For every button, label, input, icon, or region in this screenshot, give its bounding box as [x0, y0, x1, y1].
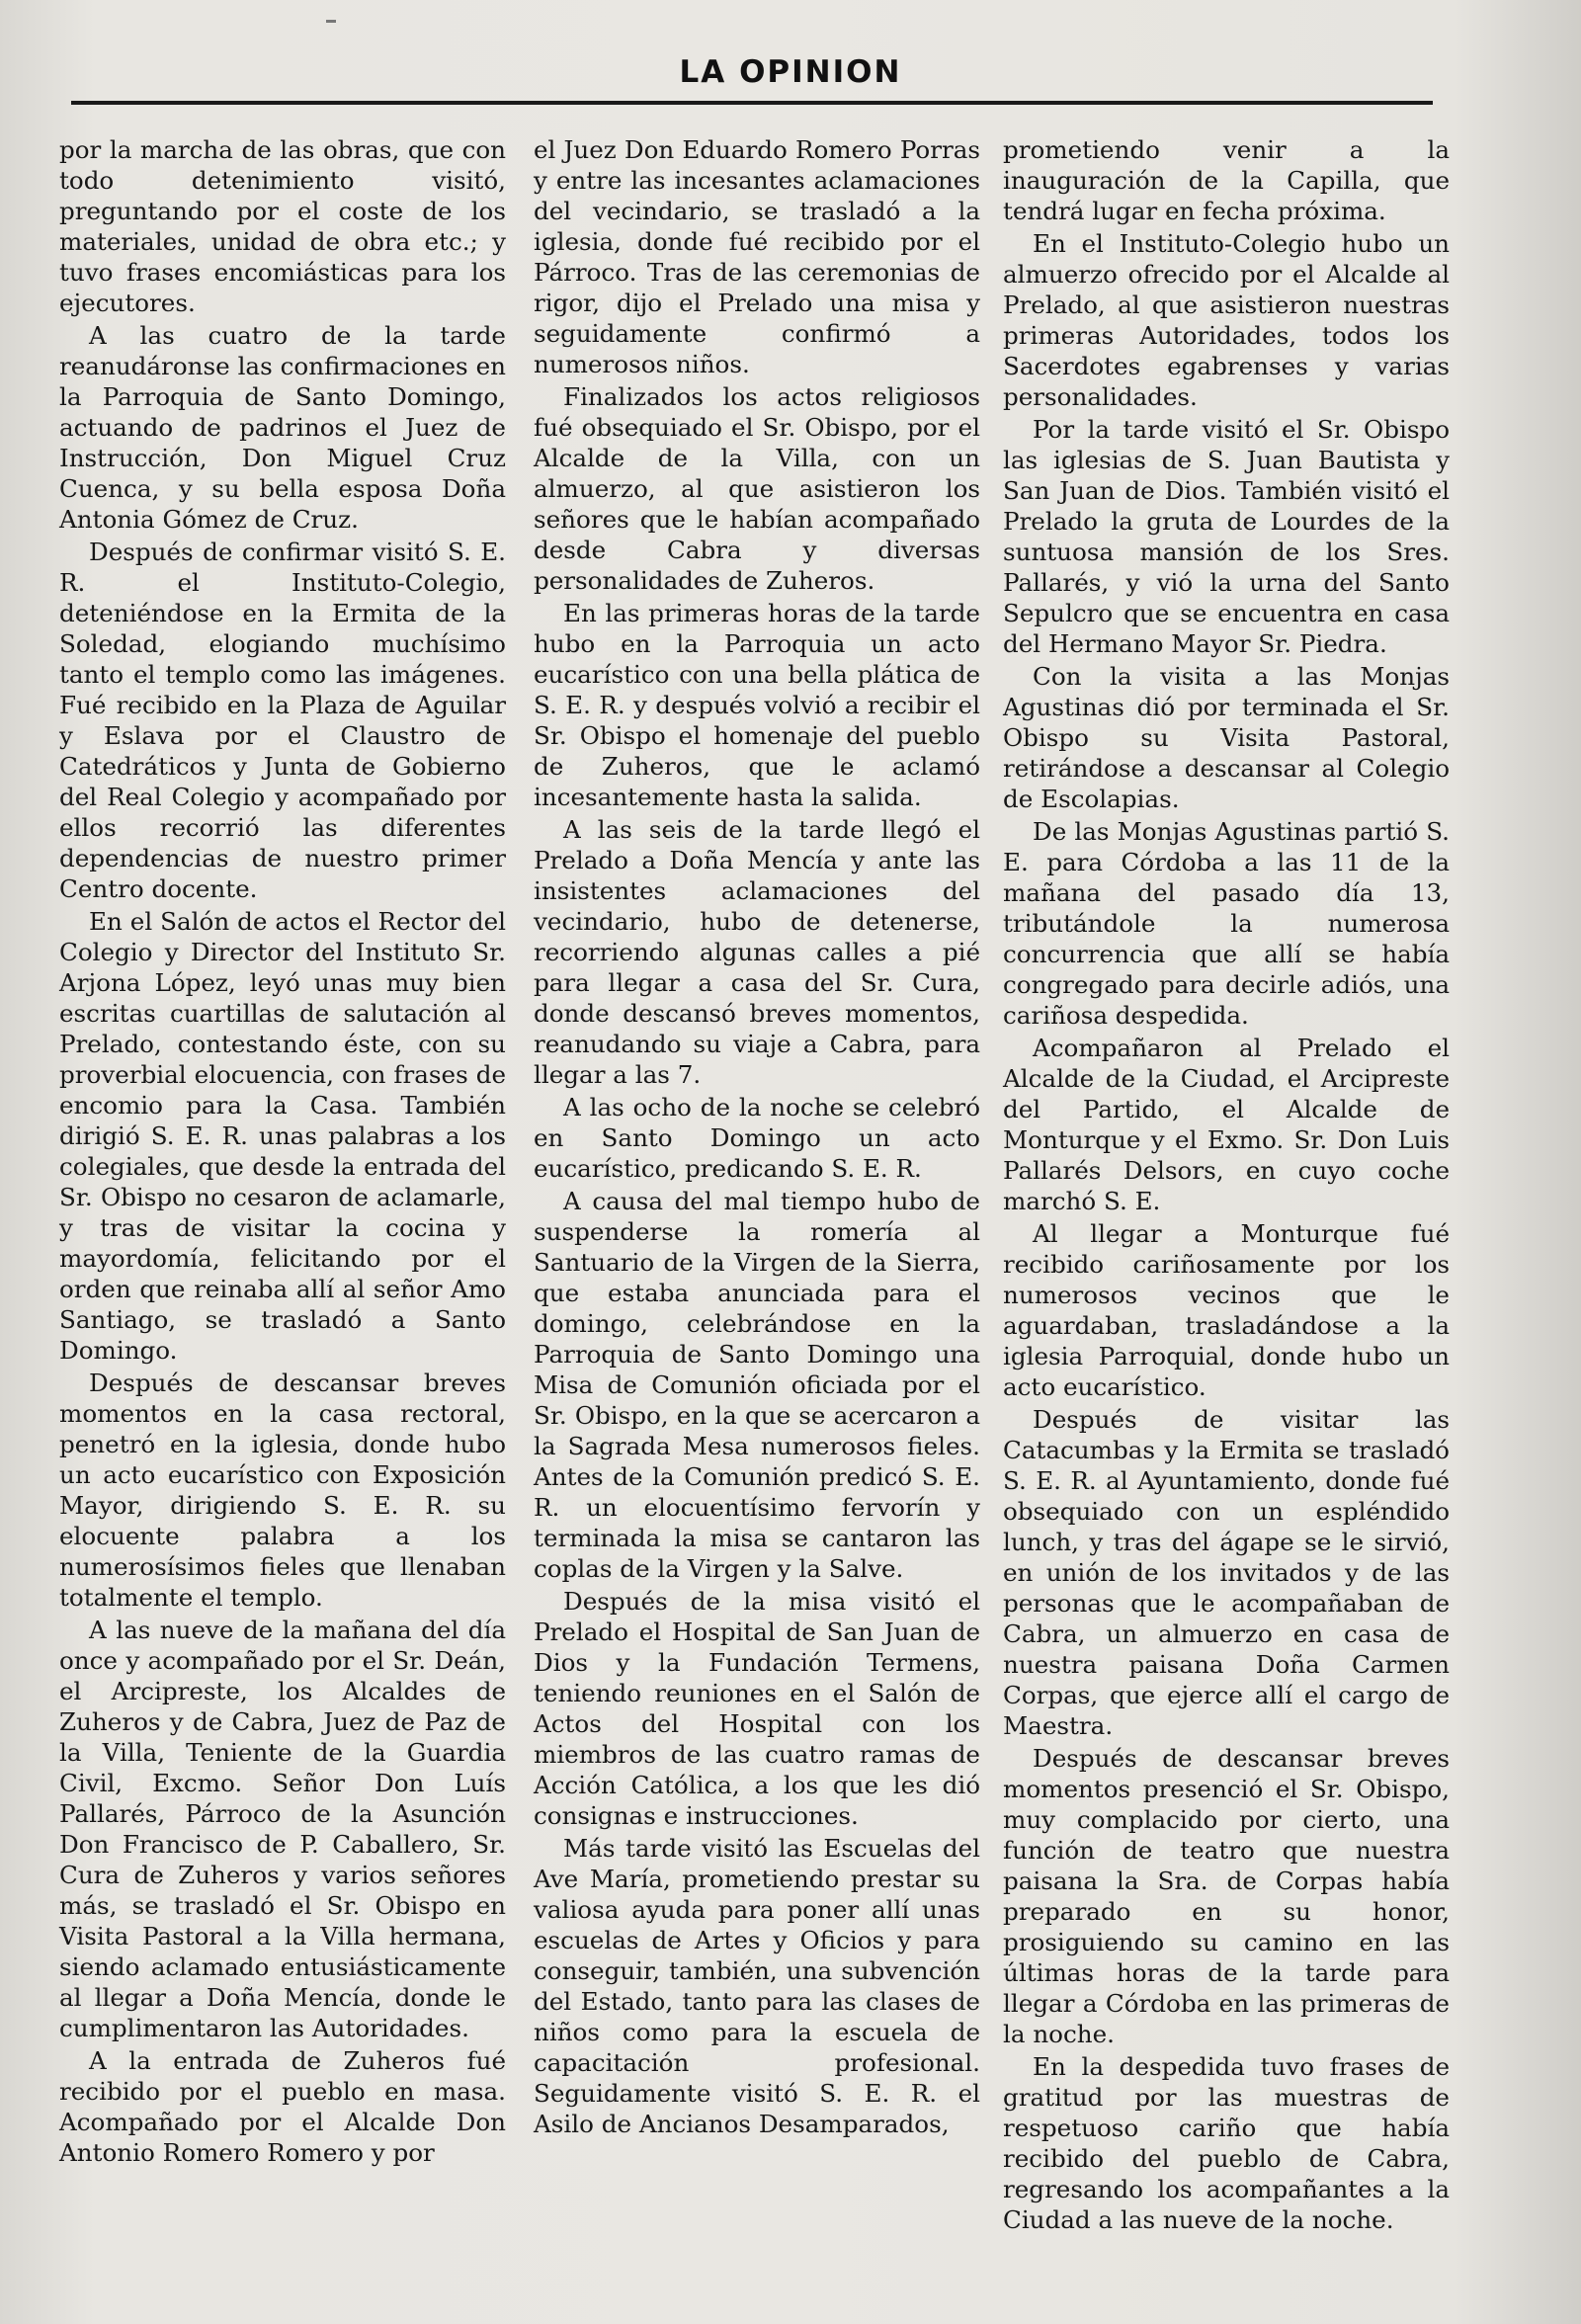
article-paragraph: De las Monjas Agustinas partió S. E. para Córdoba a las 11 de la mañana del pasado día 13, tributándole la numerosa concurrencia que allí se había congregado para decirle adiós, una cariñosa despedida. — [1003, 817, 1450, 1030]
article-paragraph: Con la visita a las Monjas Agustinas dió por terminada el Sr. Obispo su Visita Pastoral, retirándose a descansar al Colegio de Escolapias. — [1003, 662, 1450, 813]
article-paragraph: Después de la misa visitó el Prelado el Hospital de San Juan de Dios y la Fundación Termens, teniendo reuniones en el Salón de Actos del Hospital con los miembros de las cuatro ramas de Acción Católica, a los que les dió consignas e instrucciones. — [534, 1587, 980, 1830]
article-column-2 — [534, 134, 980, 2139]
article-paragraph: Al llegar a Monturque fué recibido cariñosamente por los numerosos vecinos que le aguardaban, trasladándose a la iglesia Parroquial, donde hubo un acto eucarístico. — [1003, 1219, 1450, 1401]
article-paragraph: A las seis de la tarde llegó el Prelado a Doña Mencía y ante las insistentes aclamaciones del vecindario, hubo de detenerse, recorriendo algunas calles a pié para llegar a casa del Sr. Cura, donde descansó breves momentos, reanudando su viaje a Cabra, para llegar a las 7. — [534, 815, 980, 1089]
masthead-title: LA OPINION — [679, 54, 902, 90]
article-column-3 — [1003, 134, 1450, 2235]
article-paragraph: A la entrada de Zuheros fué recibido por el pueblo en masa. Acompañado por el Alcalde Don Antonio Romero Romero y por — [59, 2046, 506, 2167]
article-paragraph: A causa del mal tiempo hubo de suspenderse la romería al Santuario de la Virgen de la Sierra, que estaba anunciada para el domingo, celebrándose en la Parroquia de Santo Domingo una Misa de Comunión oficiada por el Sr. Obispo, en la que se acercaron a la Sagrada Mesa numerosos fieles. Antes de la Comunión predicó S. E. R. un elocuentísimo fervorín y terminada la misa se cantaron las coplas de la Virgen y la Salve. — [534, 1187, 980, 1583]
article-paragraph: Acompañaron al Prelado el Alcalde de la Ciudad, el Arcipreste del Partido, el Alcalde de Monturque y el Exmo. Sr. Don Luis Pallarés Delsors, en cuyo coche marchó S. E. — [1003, 1034, 1450, 1215]
article-paragraph: A las cuatro de la tarde reanudáronse las confirmaciones en la Parroquia de Santo Domingo, actuando de padrinos el Juez de Instrucción, Don Miguel Cruz Cuenca, y su bella esposa Doña Antonia Gómez de Cruz. — [59, 321, 506, 534]
article-paragraph: Después de confirmar visitó S. E. R. el Instituto-Colegio, deteniéndose en la Ermita de la Soledad, elogiando muchísimo tanto el templo como las imágenes. Fué recibido en la Plaza de Aguilar y Eslava por el Claustro de Catedráticos y Junta de Gobierno del Real Colegio y acompañado por ellos recorrió las diferentes dependencias de nuestro primer Centro docente. — [59, 538, 506, 903]
article-paragraph: En la despedida tuvo frases de gratitud por las muestras de respetuoso cariño que había recibido del pueblo de Cabra, regresando los acompañantes a la Ciudad a las nueve de la noche. — [1003, 2052, 1450, 2234]
ink-speck — [326, 20, 336, 23]
article-paragraph: prometiendo venir a la inauguración de la Capilla, que tendrá lugar en fecha próxima. — [1003, 135, 1450, 225]
article-paragraph: Después de descansar breves momentos presenció el Sr. Obispo, muy complacido por cierto, una función de teatro que nuestra paisana la Sra. de Corpas había preparado en su honor, prosiguiendo su camino en las últimas horas de la tarde para llegar a Córdoba en las primeras de la noche. — [1003, 1744, 1450, 2048]
article-paragraph: En las primeras horas de la tarde hubo en la Parroquia un acto eucarístico con una bella plática de S. E. R. y después volvió a recibir el Sr. Obispo el homenaje del pueblo de Zuheros, que le aclamó incesantemente hasta la salida. — [534, 599, 980, 811]
article-paragraph: En el Instituto-Colegio hubo un almuerzo ofrecido por el Alcalde al Prelado, al que asistieron nuestras primeras Autoridades, todos los Sacerdotes egabrenses y varias personalidades. — [1003, 229, 1450, 411]
article-paragraph: Por la tarde visitó el Sr. Obispo las iglesias de S. Juan Bautista y San Juan de Dios. También visitó el Prelado la gruta de Lourdes de la suntuosa mansión de los Sres. Pallarés, y vió la urna del Santo Sepulcro que se encuentra en casa del Hermano Mayor Sr. Piedra. — [1003, 415, 1450, 658]
article-paragraph: En el Salón de actos el Rector del Colegio y Director del Instituto Sr. Arjona López, leyó unas muy bien escritas cuartillas de salutación al Prelado, contestando éste, con su proverbial elocuencia, con frases de encomio para la Casa. También dirigió S. E. R. unas palabras a los colegiales, que desde la entrada del Sr. Obispo no cesaron de aclamarle, y tras de visitar la cocina y mayordomía, felicitando por el orden que reinaba allí al señor Amo Santiago, se trasladó a Santo Domingo. — [59, 907, 506, 1365]
article-paragraph: A las nueve de la mañana del día once y acompañado por el Sr. Deán, el Arcipreste, los Alcaldes de Zuheros y de Cabra, Juez de Paz de la Villa, Teniente de la Guardia Civil, Excmo. Señor Don Luís Pallarés, Párroco de la Asunción Don Francisco de P. Caballero, Sr. Cura de Zuheros y varios señores más, se trasladó el Sr. Obispo en Visita Pastoral a la Villa hermana, siendo aclamado entusiásticamente al llegar a Doña Mencía, donde le cumplimentaron las Autoridades. — [59, 1616, 506, 2042]
article-paragraph: Después de descansar breves momentos en la casa rectoral, penetró en la iglesia, donde hubo un acto eucarístico con Exposición Mayor, dirigiendo S. E. R. su elocuente palabra a los numerosísimos fieles que llenaban totalmente el templo. — [59, 1369, 506, 1612]
masthead-rule — [71, 101, 1433, 105]
article-paragraph: Más tarde visitó las Escuelas del Ave María, prometiendo prestar su valiosa ayuda para poner allí unas escuelas de Artes y Oficios y para conseguir, también, una subvención del Estado, tanto para las clases de niños como para la escuela de capacitación profesional. Seguidamente visitó S. E. R. el Asilo de Ancianos Desamparados, — [534, 1834, 980, 2138]
article-column-1 — [59, 134, 506, 2168]
article-paragraph: por la marcha de las obras, que con todo detenimiento visitó, preguntando por el coste de los materiales, unidad de obra etc.; y tuvo frases encomiásticas para los ejecutores. — [59, 135, 506, 317]
article-paragraph: Finalizados los actos religiosos fué obsequiado el Sr. Obispo, por el Alcalde de la Villa, con un almuerzo, al que asistieron los señores que le habían acompañado desde Cabra y diversas personalidades de Zuheros. — [534, 382, 980, 595]
article-paragraph: Después de visitar las Catacumbas y la Ermita se trasladó S. E. R. al Ayuntamiento, donde fué obsequiado con un espléndido lunch, y tras del ágape se le sirvió, en unión de los invitados y de las personas que le acompañaban de Cabra, un almuerzo en casa de nuestra paisana Doña Carmen Corpas, que ejerce allí el cargo de Maestra. — [1003, 1405, 1450, 1740]
article-paragraph: el Juez Don Eduardo Romero Porras y entre las incesantes aclamaciones del vecindario, se trasladó a la iglesia, donde fué recibido por el Párroco. Tras de las ceremonias de rigor, dijo el Prelado una misa y seguidamente confirmó a numerosos niños. — [534, 135, 980, 378]
article-paragraph: A las ocho de la noche se celebró en Santo Domingo un acto eucarístico, predicando S. E. R. — [534, 1093, 980, 1183]
